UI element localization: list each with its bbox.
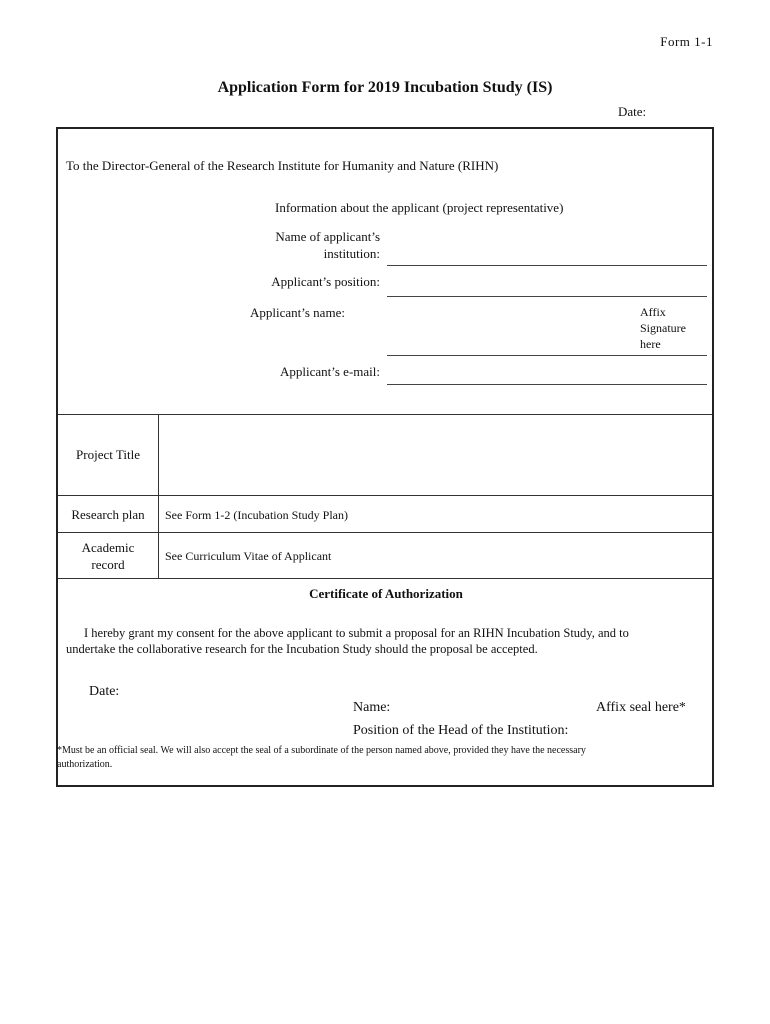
project-title-field[interactable]: [159, 415, 714, 495]
divider-certificate: [58, 578, 712, 579]
position-field[interactable]: [387, 296, 707, 297]
certificate-body: I hereby grant my consent for the above applicant to submit a proposal for an RIHN Incubation Study, and to undertake the collaborative research for the Incubation Study should the proposal be accepted.: [66, 626, 629, 656]
head-name-label: Name:: [353, 700, 391, 715]
addressee: To the Director-General of the Research Institute for Humanity and Nature (RIHN): [66, 158, 499, 173]
divider-research: [58, 495, 712, 496]
position-label: Applicant’s position:: [271, 274, 380, 289]
academic-record-label: Academic record: [81, 540, 135, 572]
application-form-box: [56, 127, 714, 787]
header-date-label: Date:: [618, 104, 647, 119]
name-label: Applicant’s name:: [250, 305, 345, 320]
research-plan-value: See Form 1-2 (Incubation Study Plan): [165, 508, 348, 522]
applicant-section-title: Information about the applicant (project representative): [275, 200, 564, 215]
footnote: *Must be an official seal. We will also accept the seal of a subordinate of the person named above, provided they have the necessary authorization.: [57, 745, 586, 770]
form-number: Form 1-1: [660, 34, 713, 49]
email-label: Applicant’s e-mail:: [279, 364, 380, 379]
signature-hint: Affix Signature here: [640, 305, 686, 351]
seal-label: Affix seal here*: [596, 700, 686, 715]
institution-label: Name of applicant’s institution:: [275, 229, 380, 261]
page-title: Application Form for 2019 Incubation Study (IS): [217, 79, 553, 96]
project-title-label: Project Title: [76, 447, 140, 462]
academic-record-value: See Curriculum Vitae of Applicant: [165, 549, 332, 563]
name-field[interactable]: [387, 355, 707, 356]
divider-academic: [58, 532, 712, 533]
certificate-heading: Certificate of Authorization: [309, 586, 463, 601]
certificate-date-label: Date:: [89, 684, 120, 699]
head-position-label: Position of the Head of the Institution:: [353, 723, 569, 738]
email-field[interactable]: [387, 384, 707, 385]
institution-field[interactable]: [387, 265, 707, 266]
research-plan-label: Research plan: [71, 507, 145, 522]
